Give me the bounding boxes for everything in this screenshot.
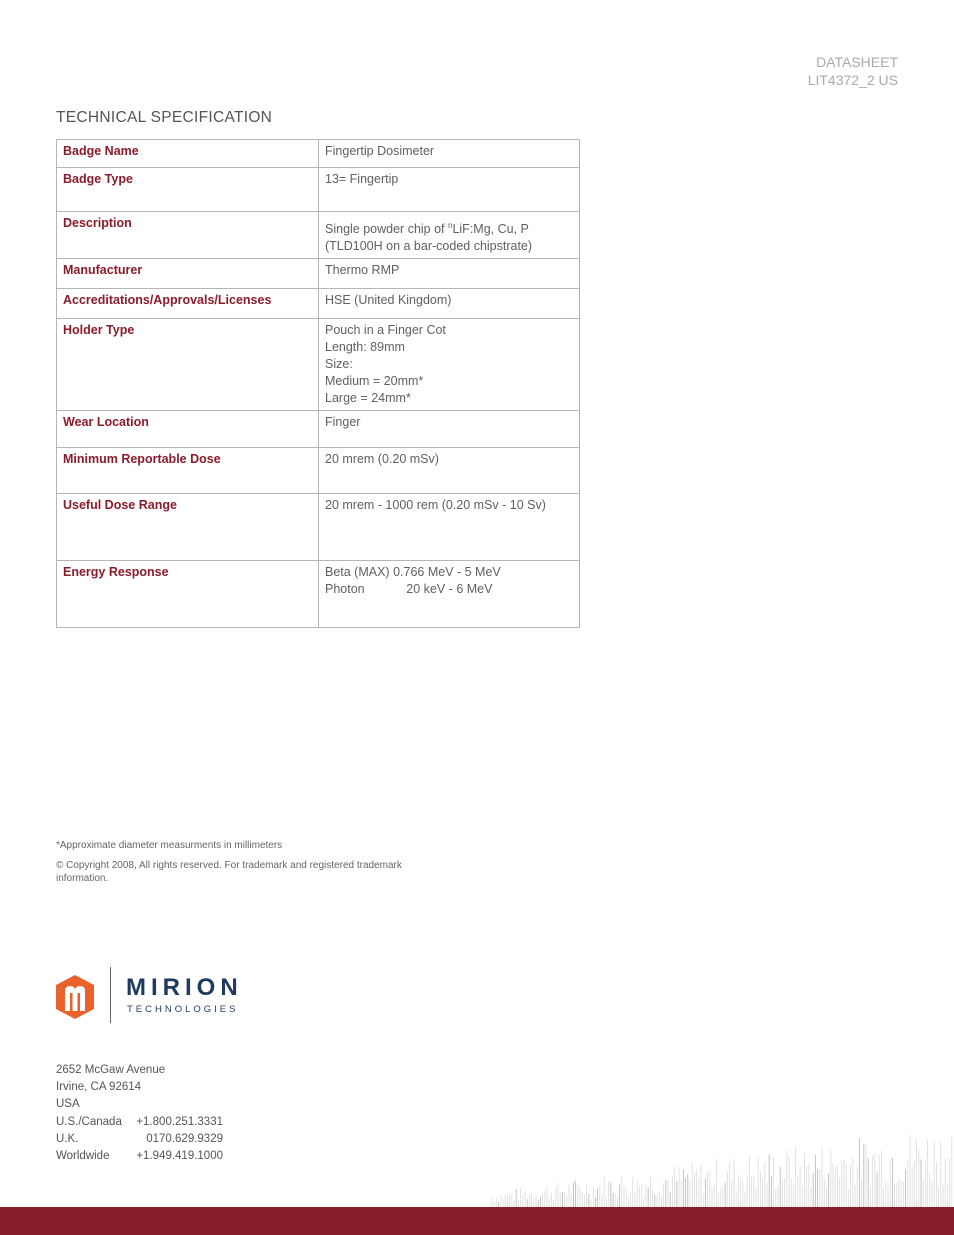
row-value: 20 mrem - 1000 rem (0.20 mSv - 10 Sv) xyxy=(319,494,580,561)
address-country: USA xyxy=(56,1098,80,1111)
table-row xyxy=(57,448,580,494)
table-row xyxy=(57,411,580,448)
row-label: Holder Type xyxy=(57,319,319,411)
document-id xyxy=(808,53,898,89)
row-label: Badge Type xyxy=(57,168,319,212)
row-label: Wear Location xyxy=(57,411,319,448)
decorative-waveform xyxy=(490,1100,954,1207)
row-label: Badge Name xyxy=(57,140,319,168)
logo-subtitle: TECHNOLOGIES xyxy=(127,1004,239,1015)
table-row xyxy=(57,494,580,561)
phone-row: Worldwide +1.949.419.1000 xyxy=(56,1150,223,1163)
row-value: Finger xyxy=(319,411,580,448)
mirion-m-hexagon-icon xyxy=(54,973,96,1021)
footer-bar xyxy=(0,1207,954,1235)
row-label: Minimum Reportable Dose xyxy=(57,448,319,494)
row-value: Single powder chip of $^n$LiF:Mg, Cu, P (TLD100H on a bar-coded chipstrate) xyxy=(319,212,580,259)
table-row xyxy=(57,168,580,212)
footnote: *Approximate diameter measurments in millimeters xyxy=(56,840,283,851)
table-row xyxy=(57,212,580,259)
row-value: Beta (MAX) 0.766 MeV - 5 MeV Photon 20 keV - 6 MeV xyxy=(319,561,580,628)
mirion-logo xyxy=(54,967,254,1025)
table-row xyxy=(57,289,580,319)
row-value: Pouch in a Finger Cot Length: 89mm Size: Medium = 20mm* Large = 24mm* xyxy=(319,319,580,411)
row-value: Fingertip Dosimeter xyxy=(319,140,580,168)
row-label: Accreditations/Approvals/Licenses xyxy=(57,289,319,319)
doc-number: LIT4372_2 US xyxy=(807,72,898,88)
table-row xyxy=(57,140,580,168)
table-row xyxy=(57,259,580,289)
row-value: Thermo RMP xyxy=(319,259,580,289)
row-value: 20 mrem (0.20 mSv) xyxy=(319,448,580,494)
address-city: Irvine, CA 92614 xyxy=(56,1081,142,1094)
row-label: Description xyxy=(57,212,319,259)
doc-type: DATASHEET xyxy=(816,54,898,70)
row-label: Manufacturer xyxy=(57,259,319,289)
spec-table xyxy=(56,139,580,628)
table-row xyxy=(57,561,580,628)
row-value: 13= Fingertip xyxy=(319,168,580,212)
logo-wordmark: MIRION xyxy=(126,974,243,1001)
address-block xyxy=(56,1062,223,1165)
logo-divider xyxy=(110,967,111,1023)
section-title: TECHNICAL SPECIFICATION xyxy=(56,109,273,126)
row-label: Useful Dose Range xyxy=(57,494,319,561)
table-row xyxy=(57,319,580,411)
address-street: 2652 McGaw Avenue xyxy=(56,1064,166,1076)
phone-row: U.K. 0170.629.9329 xyxy=(56,1132,223,1145)
row-label: Energy Response xyxy=(57,561,319,628)
phone-row: U.S./Canada +1.800.251.3331 xyxy=(56,1115,223,1128)
copyright: © Copyright 2008, All rights reserved. For trademark and registered trademark information. xyxy=(56,860,402,884)
row-value: HSE (United Kingdom) xyxy=(319,289,580,319)
